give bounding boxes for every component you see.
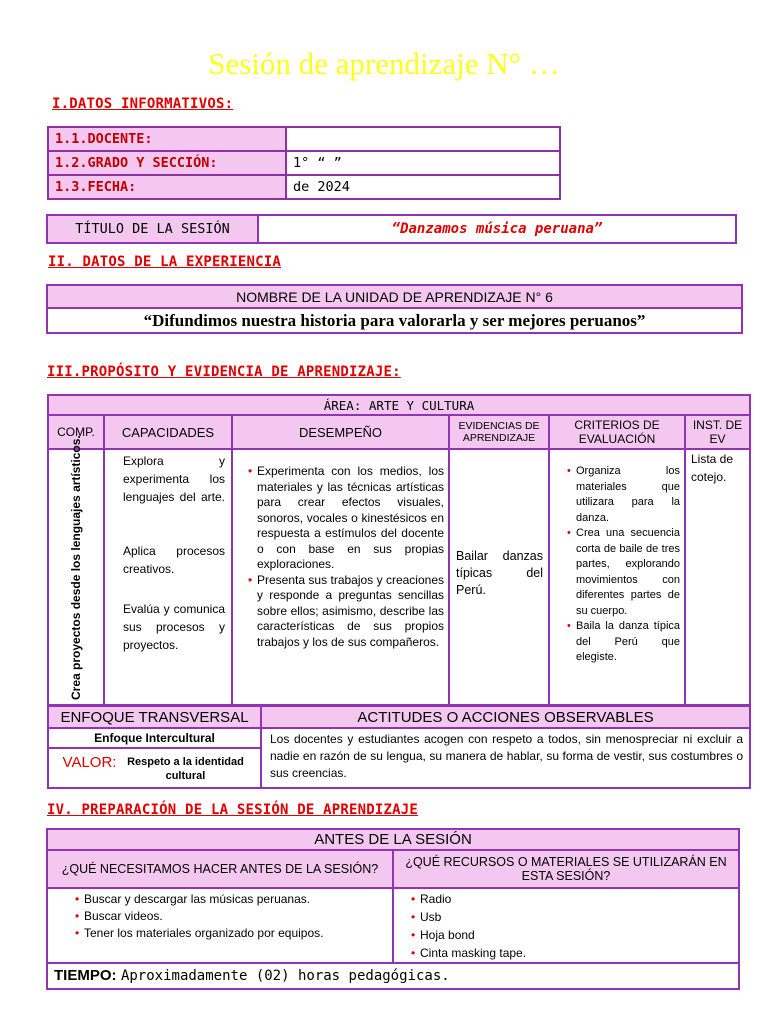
tiempo-label: TIEMPO: [54,967,117,984]
valor-cell [48,748,261,788]
section-3-heading: III.PROPÓSITO Y EVIDENCIA DE APRENDIZAJE: [47,364,401,380]
desempeno-cell [232,449,449,705]
docente-label: 1.1.DOCENTE: [48,127,286,151]
tiempo-value: Aproximadamente (02) horas pedagógicas. [120,968,450,984]
valor-value: Respeto a la identidad cultural [127,756,244,782]
tiempo-cell [47,963,739,989]
page-title: Sesión de aprendizaje N° … [208,46,560,81]
section-1-heading: I.DATOS INFORMATIVOS: [52,96,234,112]
capacidad-2: Aplica procesos creativos. [123,544,225,576]
enfoque-value: Enfoque Intercultural [48,728,261,748]
table-row [48,175,560,199]
table-row [48,151,560,175]
q1-header: ¿QUÉ NECESITAMOS HACER ANTES DE LA SESIÓN? [47,850,393,888]
enfoque-table [47,705,751,789]
criterio-1: • Organiza los materiales que utilizara para la danza. [576,464,680,526]
criterios-cell [549,449,685,705]
capacidades-cell [104,449,232,705]
table-row [48,449,750,705]
hacer-1: • Buscar y descargar las músicas peruanas. [84,891,388,908]
criterio-2: • Crea una secuencia corta de baile de tres partes, explorando movimientos con diferentes partes de su cuerpo. [576,526,680,619]
table-row [48,127,560,151]
area-header: ÁREA: ARTE Y CULTURA [48,395,750,415]
unidad-table [46,284,743,334]
section-2-heading: II. DATOS DE LA EXPERIENCIA [48,254,281,270]
header-criterios: CRITERIOS DE EVALUACIÓN [549,415,685,449]
recurso-1: • Radio [420,890,734,908]
q2-header: ¿QUÉ RECURSOS O MATERIALES SE UTILIZARÁN EN ESTA SESIÓN? [393,850,739,888]
column-header-row [48,415,750,449]
fecha-label: 1.3.FECHA: [48,175,286,199]
docente-value [286,127,560,151]
datos-informativos-table [47,126,561,200]
antes-header: ANTES DE LA SESIÓN [47,829,739,850]
hacer-2: • Buscar videos. [84,908,388,925]
unit-name: “Difundimos nuestra historia para valorarla y ser mejores peruanos” [47,308,742,333]
recursos-cell [393,888,739,963]
enfoque-header: ENFOQUE TRANSVERSAL [48,706,261,728]
session-title-table [46,214,737,244]
unit-label: NOMBRE DE LA UNIDAD DE APRENDIZAJE N° 6 [47,285,742,308]
grado-label: 1.2.GRADO Y SECCIÓN: [48,151,286,175]
recurso-3: • Hoja bond [420,926,734,944]
session-title-label: TÍTULO DE LA SESIÓN [47,215,258,243]
recurso-2: • Usb [420,908,734,926]
section-4-heading: IV. PREPARACIÓN DE LA SESIÓN DE APRENDIZAJE [47,802,419,818]
session-title-value: “Danzamos música peruana” [258,215,736,243]
fecha-value: de 2024 [286,175,560,199]
grado-value: 1° “ ” [286,151,560,175]
instrumento-cell: Lista de cotejo. [685,449,750,705]
preparacion-table [46,828,740,990]
competencia-text: Crea proyectos desde los lenguajes artísticos. [69,435,83,700]
desempeno-1: • Experimenta con los medios, los materiales y las técnicas artísticas para crear efectos visuales, sonoros, vocales o kinestésicos en respuesta a estímulos del docente o con base en sus propias exploraciones. [257,464,444,573]
competencia-cell [48,435,104,705]
recurso-4: • Cinta masking tape. [420,944,734,962]
capacidad-1: Explora y experimenta los lenguajes del arte. [123,454,225,504]
capacidad-3: Evalúa y comunica sus procesos y proyectos. [123,602,225,652]
hacer-cell [47,888,393,963]
header-evidencias: EVIDENCIAS DE APRENDIZAJE [449,415,549,449]
evidencia-cell: Bailar danzas típicas del Perú. [449,449,549,705]
header-inst: INST. DE EV [685,415,750,449]
proposito-table [47,394,751,706]
header-comp: COMP. [48,415,104,449]
header-capacidades: CAPACIDADES [104,415,232,449]
criterio-3: • Baila la danza típica del Perú que elegiste. [576,619,680,666]
desempeno-2: • Presenta sus trabajos y creaciones y responde a preguntas sencillas sobre ellos; asimismo, describe las características de sus propios trabajos y los de sus compañeros. [257,573,444,651]
actitudes-header: ACTITUDES O ACCIONES OBSERVABLES [261,706,750,728]
hacer-3: • Tener los materiales organizado por equipos. [84,925,388,942]
valor-label: VALOR: [62,754,117,771]
header-desempeno: DESEMPEÑO [232,415,449,449]
actitudes-text: Los docentes y estudiantes acogen con respeto a todos, sin menospreciar ni excluir a nadie en razón de su lengua, su manera de hablar, su forma de vestir, sus costumbres o sus creencias. [261,728,750,788]
